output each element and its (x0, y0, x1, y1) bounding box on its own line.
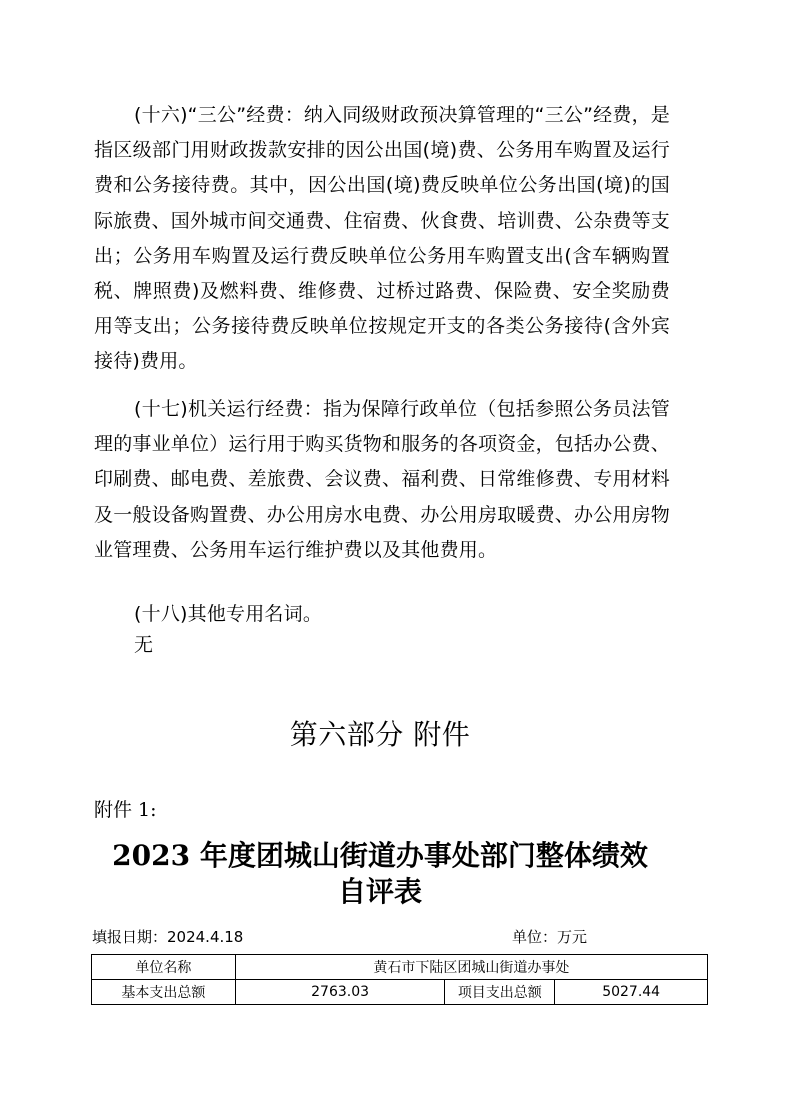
project-expenditure-value: 5027.44 (555, 980, 708, 1005)
annex-label: 附件 1: (94, 799, 157, 821)
unit-name-label: 单位名称 (92, 955, 236, 980)
document-title-line-1: 2023 年度团城山街道办事处部门整体绩效 (112, 839, 648, 872)
paragraph-other-terms-content: 无 (134, 634, 154, 656)
document-title (0, 838, 760, 910)
paragraph-three-public-expenses: (十六)“三公”经费：纳入同级财政预决算管理的“三公”经费，是指区级部门用财政拨款安排的因公出国(境)费、公务用车购置及运行费和公务接待费。其中，因公出国(境)费反映单位公务出国(境)的国际旅费、国外城市间交通费、住宿费、伙食费、培训费、公杂费等支出；公务用车购置及运行费反映单位公务用车购置支出(含车辆购置税、牌照费)及燃料费、维修费、过桥过路费、保险费、安全奖励费用等支出；公务接待费反映单位按规定开支的各类公务接待(含外宾接待)费用。 (94, 104, 671, 373)
project-expenditure-label: 项目支出总额 (445, 980, 555, 1005)
table-row (92, 980, 708, 1005)
paragraph-agency-operating-expenses: (十七)机关运行经费：指为保障行政单位（包括参照公务员法管理的事业单位）运行用于购买货物和服务的各项资金，包括办公费、印刷费、邮电费、差旅费、会议费、福利费、日常维修费、专用材料及一般设备购置费、办公用房水电费、办公用房取暖费、办公用房物业管理费、公务用车运行维护费以及其他费用。 (94, 398, 671, 561)
unit-label: 单位：万元 (512, 928, 588, 946)
paragraph-other-terms: (十八)其他专用名词。 (134, 603, 323, 625)
fill-date: 填报日期：2024.4.18 (92, 928, 244, 946)
section-title: 第六部分 附件 (289, 718, 471, 751)
unit-name-value: 黄石市下陆区团城山街道办事处 (235, 955, 707, 980)
document-title-line-2: 自评表 (337, 875, 422, 908)
performance-summary-table (91, 954, 708, 1005)
table-row (92, 955, 708, 980)
basic-expenditure-value: 2763.03 (235, 980, 445, 1005)
basic-expenditure-label: 基本支出总额 (92, 980, 236, 1005)
